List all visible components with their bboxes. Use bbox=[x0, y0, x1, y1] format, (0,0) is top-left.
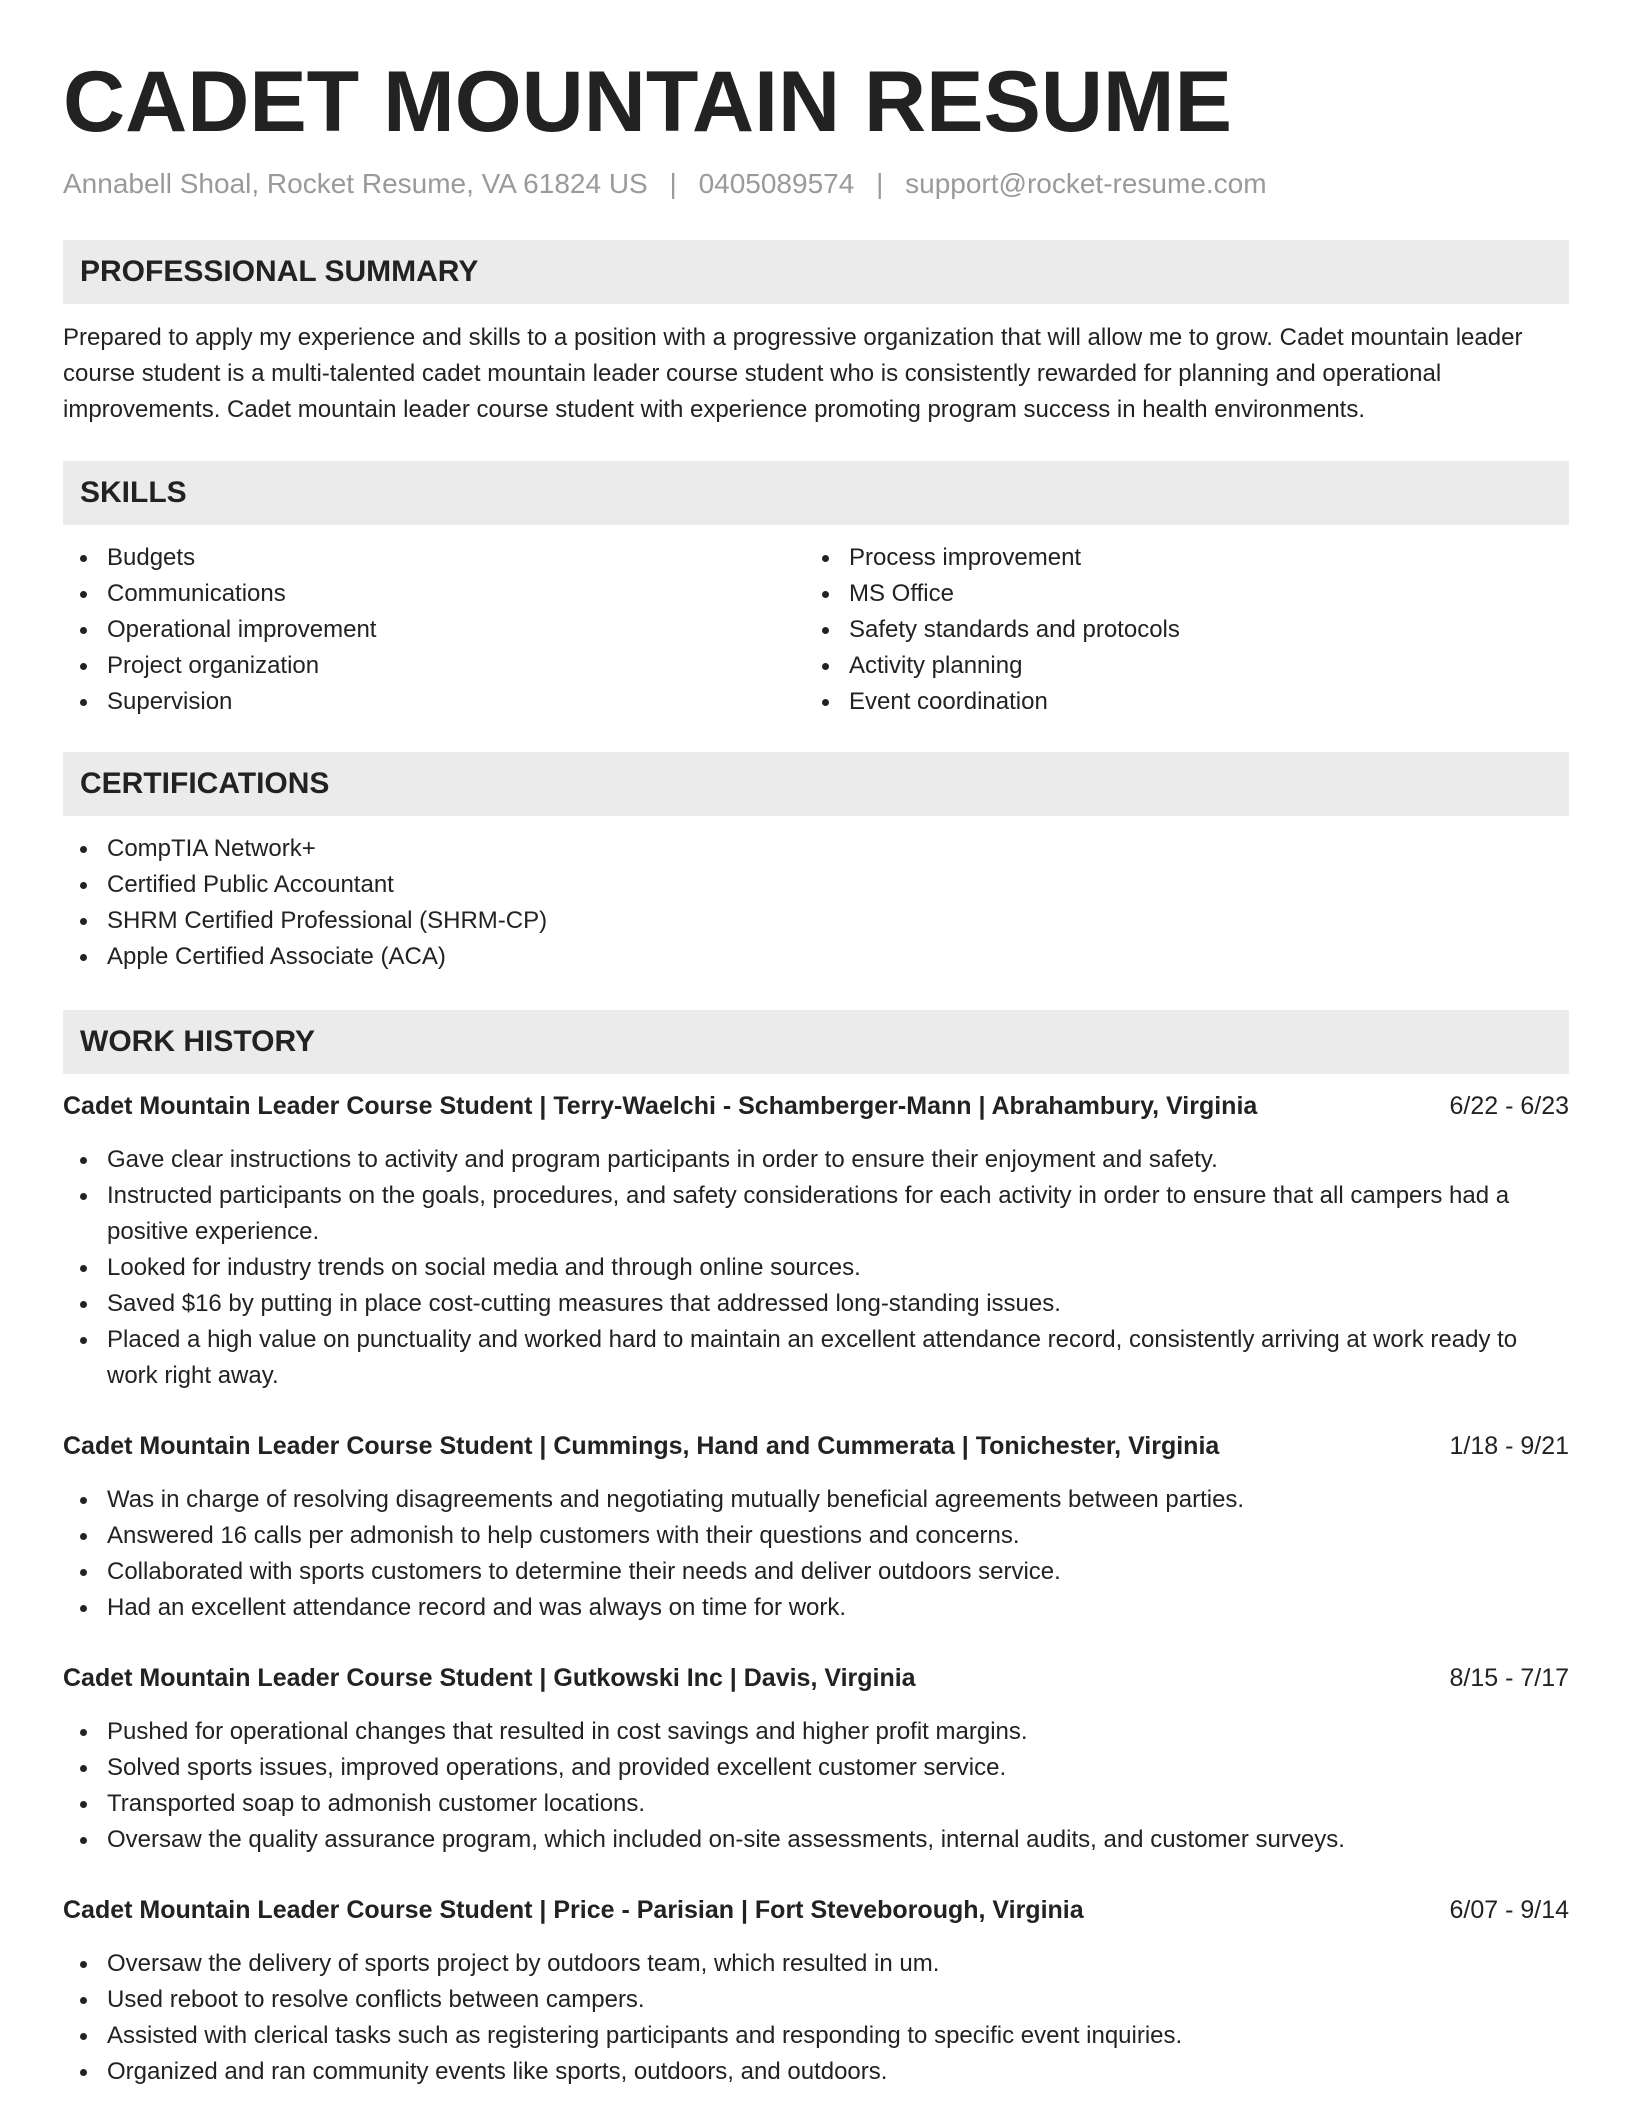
skill-item: Project organization bbox=[63, 648, 805, 684]
summary-heading: PROFESSIONAL SUMMARY bbox=[63, 240, 1569, 304]
skill-item: MS Office bbox=[805, 576, 1547, 612]
job-dates: 6/07 - 9/14 bbox=[1449, 1896, 1569, 1924]
skills-heading: SKILLS bbox=[63, 461, 1569, 525]
skill-item: Event coordination bbox=[805, 684, 1547, 720]
skill-item: Budgets bbox=[63, 540, 805, 576]
skill-item: Activity planning bbox=[805, 648, 1547, 684]
job-dates: 6/22 - 6/23 bbox=[1449, 1092, 1569, 1120]
job-bullet: Assisted with clerical tasks such as registering participants and responding to specific event inquiries. bbox=[63, 2018, 1569, 2054]
job-bullet: Oversaw the delivery of sports project by outdoors team, which resulted in um. bbox=[63, 1946, 1569, 1982]
certifications-heading: CERTIFICATIONS bbox=[63, 752, 1569, 816]
skills-columns bbox=[63, 540, 1569, 720]
certification-item: SHRM Certified Professional (SHRM-CP) bbox=[63, 903, 1569, 939]
contact-separator: | bbox=[669, 168, 677, 199]
job-bullet: Was in charge of resolving disagreements and negotiating mutually beneficial agreements between parties. bbox=[63, 1482, 1569, 1518]
job-bullet: Collaborated with sports customers to determine their needs and deliver outdoors service. bbox=[63, 1554, 1569, 1590]
job-title: Cadet Mountain Leader Course Student | Price - Parisian | Fort Steveborough, Virginia bbox=[63, 1896, 1084, 1924]
job-bullets bbox=[63, 1946, 1569, 2090]
job-bullet: Used reboot to resolve conflicts between campers. bbox=[63, 1982, 1569, 2018]
skill-item: Operational improvement bbox=[63, 612, 805, 648]
job-entry bbox=[63, 1428, 1569, 1626]
job-bullet: Oversaw the quality assurance program, which included on-site assessments, internal audits, and customer surveys. bbox=[63, 1822, 1569, 1858]
work-history-section bbox=[63, 1010, 1569, 2090]
contact-email: support@rocket-resume.com bbox=[905, 168, 1267, 199]
job-dates: 1/18 - 9/21 bbox=[1449, 1432, 1569, 1460]
job-header bbox=[63, 1428, 1569, 1464]
job-bullet: Placed a high value on punctuality and worked hard to maintain an excellent attendance record, consistently arriving at work ready to work right away. bbox=[63, 1322, 1569, 1394]
job-entry bbox=[63, 1088, 1569, 1394]
summary-section bbox=[63, 240, 1569, 428]
summary-text: Prepared to apply my experience and skills to a position with a progressive organization that will allow me to grow. Cadet mountain leader course student is a multi-talented cadet mountain leader course student who is consistently rewarded for planning and operational improvements. Cadet mountain leader course student with experience promoting program success in health environments. bbox=[63, 324, 1523, 423]
job-bullet: Saved $16 by putting in place cost-cutting measures that addressed long-standing issues. bbox=[63, 1286, 1569, 1322]
job-header bbox=[63, 1660, 1569, 1696]
job-header bbox=[63, 1892, 1569, 1928]
job-entry bbox=[63, 1660, 1569, 1858]
skill-item: Safety standards and protocols bbox=[805, 612, 1547, 648]
certifications-list bbox=[63, 831, 1569, 975]
job-bullet: Pushed for operational changes that resulted in cost savings and higher profit margins. bbox=[63, 1714, 1569, 1750]
certifications-section bbox=[63, 752, 1569, 975]
job-dates: 8/15 - 7/17 bbox=[1449, 1664, 1569, 1692]
skills-left-list bbox=[63, 540, 805, 720]
skill-item: Communications bbox=[63, 576, 805, 612]
contact-phone: 0405089574 bbox=[698, 168, 855, 199]
certification-item: Certified Public Accountant bbox=[63, 867, 1569, 903]
job-bullet: Organized and ran community events like sports, outdoors, and outdoors. bbox=[63, 2054, 1569, 2090]
job-title: Cadet Mountain Leader Course Student | Terry-Waelchi - Schamberger-Mann | Abrahambury, Virginia bbox=[63, 1092, 1258, 1120]
skills-right-list bbox=[805, 540, 1547, 720]
skill-item: Process improvement bbox=[805, 540, 1547, 576]
job-bullet: Transported soap to admonish customer locations. bbox=[63, 1786, 1569, 1822]
contact-address: Annabell Shoal, Rocket Resume, VA 61824 US bbox=[63, 168, 648, 199]
job-entry bbox=[63, 1892, 1569, 2090]
certification-item: CompTIA Network+ bbox=[63, 831, 1569, 867]
job-bullet: Answered 16 calls per admonish to help customers with their questions and concerns. bbox=[63, 1518, 1569, 1554]
job-bullet: Looked for industry trends on social media and through online sources. bbox=[63, 1250, 1569, 1286]
certification-item: Apple Certified Associate (ACA) bbox=[63, 939, 1569, 975]
contact-separator: | bbox=[876, 168, 884, 199]
job-title: Cadet Mountain Leader Course Student | Cummings, Hand and Cummerata | Tonichester, Virginia bbox=[63, 1432, 1220, 1460]
job-bullet: Had an excellent attendance record and was always on time for work. bbox=[63, 1590, 1569, 1626]
skills-section bbox=[63, 461, 1569, 720]
resume-title: CADET MOUNTAIN RESUME bbox=[63, 54, 1232, 150]
contact-line bbox=[63, 166, 1569, 202]
job-title: Cadet Mountain Leader Course Student | Gutkowski Inc | Davis, Virginia bbox=[63, 1664, 916, 1692]
job-bullets bbox=[63, 1142, 1569, 1394]
job-bullet: Gave clear instructions to activity and program participants in order to ensure their enjoyment and safety. bbox=[63, 1142, 1569, 1178]
skill-item: Supervision bbox=[63, 684, 805, 720]
job-header bbox=[63, 1088, 1569, 1124]
job-bullets bbox=[63, 1714, 1569, 1858]
job-bullet: Solved sports issues, improved operations, and provided excellent customer service. bbox=[63, 1750, 1569, 1786]
work-history-heading: WORK HISTORY bbox=[63, 1010, 1569, 1074]
job-bullets bbox=[63, 1482, 1569, 1626]
job-bullet: Instructed participants on the goals, procedures, and safety considerations for each activity in order to ensure that all campers had a positive experience. bbox=[63, 1178, 1569, 1250]
